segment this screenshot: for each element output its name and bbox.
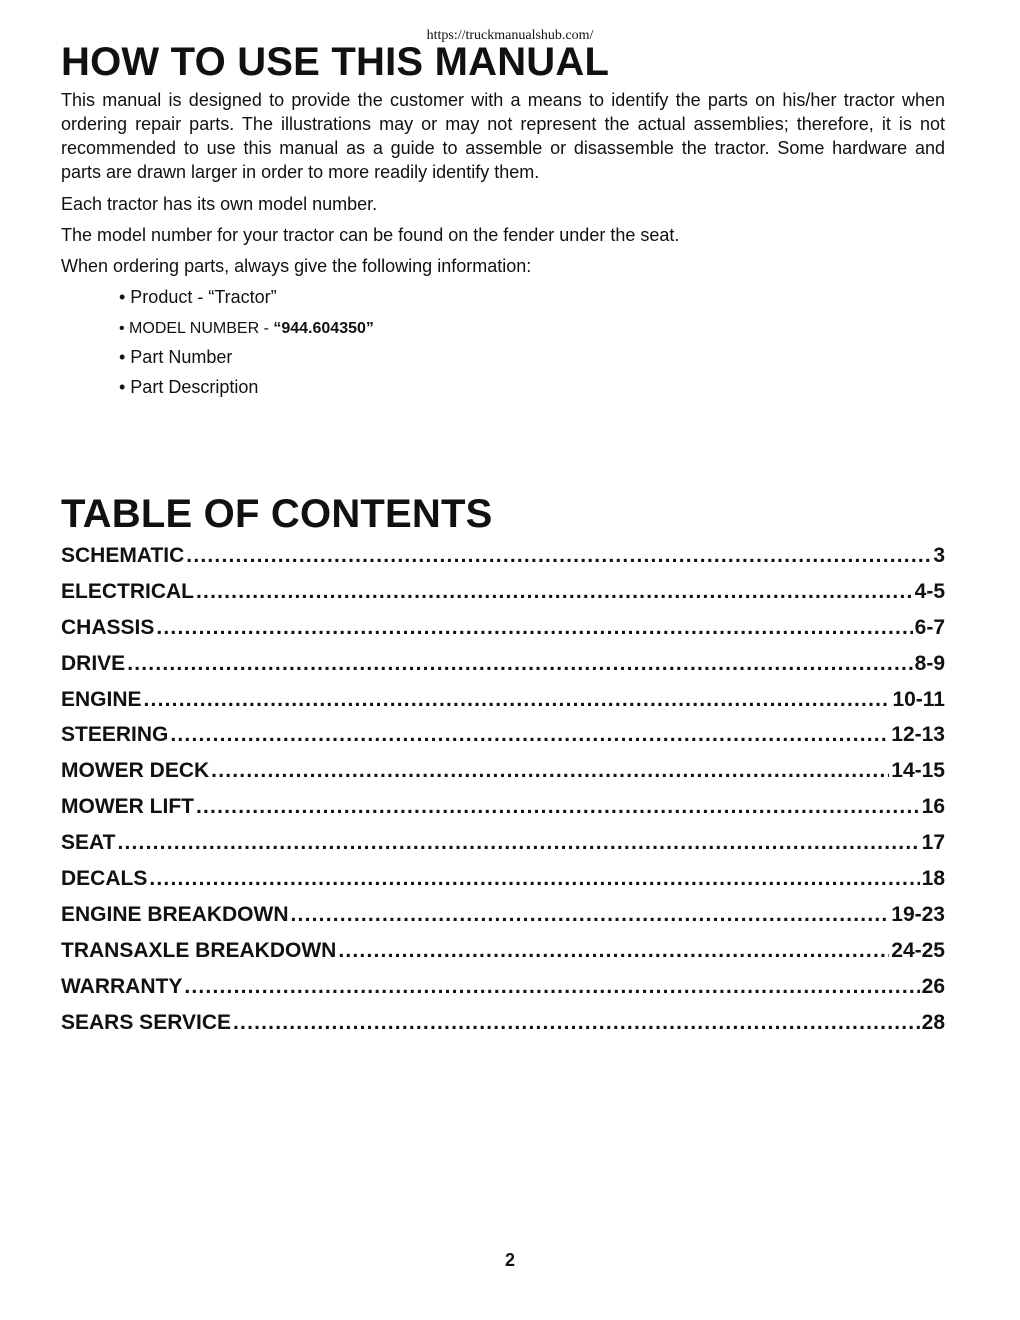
toc-leader: [186, 540, 931, 572]
toc-label: TRANSAXLE BREAKDOWN: [61, 938, 337, 962]
toc-page: 24-25: [891, 938, 945, 962]
toc-leader: [196, 576, 913, 608]
toc-entry[interactable]: [61, 971, 945, 1007]
toc-entry[interactable]: [61, 1007, 945, 1043]
toc-label: SEARS SERVICE: [61, 1010, 231, 1034]
toc-entry[interactable]: [61, 755, 945, 791]
toc-label: MOWER LIFT: [61, 795, 194, 819]
toc-entry[interactable]: [61, 899, 945, 935]
toc-label: SCHEMATIC: [61, 544, 185, 567]
model-number-paragraph: Each tractor has its own model number.: [61, 194, 378, 214]
toc-leader: [156, 612, 912, 644]
bullet-model-label: • MODEL NUMBER -: [119, 320, 274, 337]
toc-entry[interactable]: [61, 612, 945, 648]
toc-page: 26: [921, 974, 945, 998]
toc-page: 17: [921, 831, 945, 855]
table-of-contents: [61, 540, 945, 1042]
how-to-title: HOW TO USE THIS MANUAL: [61, 40, 610, 84]
toc-page: 6-7: [914, 615, 945, 639]
toc-label: MOWER DECK: [61, 759, 210, 783]
intro-paragraph: This manual is designed to provide the customer with a means to identify the parts on his/her tractor when ordering repair parts. The illustrations may or may not represent the actual assemblies; therefore, it is not recommended to use this manual as a guide to assemble or disassemble the tractor. Some hardware and parts are drawn larger in order to more readily identify them.: [61, 90, 945, 182]
toc-label: WARRANTY: [61, 974, 183, 998]
toc-entry[interactable]: [61, 719, 945, 755]
source-url: https://truckmanualshub.com/: [426, 28, 594, 43]
toc-entry[interactable]: [61, 684, 945, 720]
toc-page: 14-15: [891, 759, 945, 783]
toc-leader: [127, 648, 912, 680]
toc-entry[interactable]: [61, 648, 945, 684]
toc-label: STEERING: [61, 723, 169, 747]
toc-page: 18: [921, 867, 945, 891]
toc-entry[interactable]: [61, 863, 945, 899]
toc-leader: [233, 1007, 920, 1039]
toc-label: SEAT: [61, 831, 116, 855]
toc-page: 28: [921, 1010, 945, 1034]
toc-title: TABLE OF CONTENTS: [61, 492, 493, 536]
toc-label: DECALS: [61, 867, 148, 891]
bullet-model-number: [119, 315, 374, 341]
toc-page: 19-23: [891, 902, 945, 926]
toc-leader: [211, 755, 889, 787]
toc-page: 16: [921, 795, 945, 819]
toc-label: ELECTRICAL: [61, 579, 194, 603]
toc-page: 8-9: [914, 651, 945, 675]
toc-page: 10-11: [892, 687, 945, 711]
bullet-part-number: • Part Number: [119, 347, 233, 367]
toc-entry[interactable]: [61, 935, 945, 971]
toc-leader: [149, 863, 919, 895]
toc-entry[interactable]: [61, 791, 945, 827]
toc-leader: [117, 827, 919, 859]
toc-page: 12-13: [891, 723, 945, 747]
toc-entry[interactable]: [61, 827, 945, 863]
toc-label: ENGINE: [61, 687, 142, 711]
toc-label: DRIVE: [61, 651, 126, 675]
toc-page: 4-5: [914, 579, 945, 603]
bullet-part-description: • Part Description: [119, 377, 259, 397]
toc-entry[interactable]: [61, 576, 945, 612]
page-number: 2: [504, 1250, 515, 1270]
toc-leader: [170, 719, 889, 751]
toc-entry[interactable]: [61, 540, 945, 576]
toc-leader: [196, 791, 920, 823]
bullet-product: • Product - “Tractor”: [119, 287, 277, 307]
toc-label: ENGINE BREAKDOWN: [61, 902, 289, 926]
model-location-paragraph: The model number for your tractor can be found on the fender under the seat.: [61, 225, 680, 245]
toc-label: CHASSIS: [61, 615, 155, 639]
toc-leader: [184, 971, 919, 1003]
toc-page: 3: [933, 544, 945, 567]
toc-leader: [144, 684, 891, 716]
toc-leader: [291, 899, 890, 931]
ordering-paragraph: When ordering parts, always give the following information:: [61, 256, 532, 276]
bullet-model-value: “944.604350”: [273, 320, 374, 337]
toc-leader: [338, 935, 889, 967]
